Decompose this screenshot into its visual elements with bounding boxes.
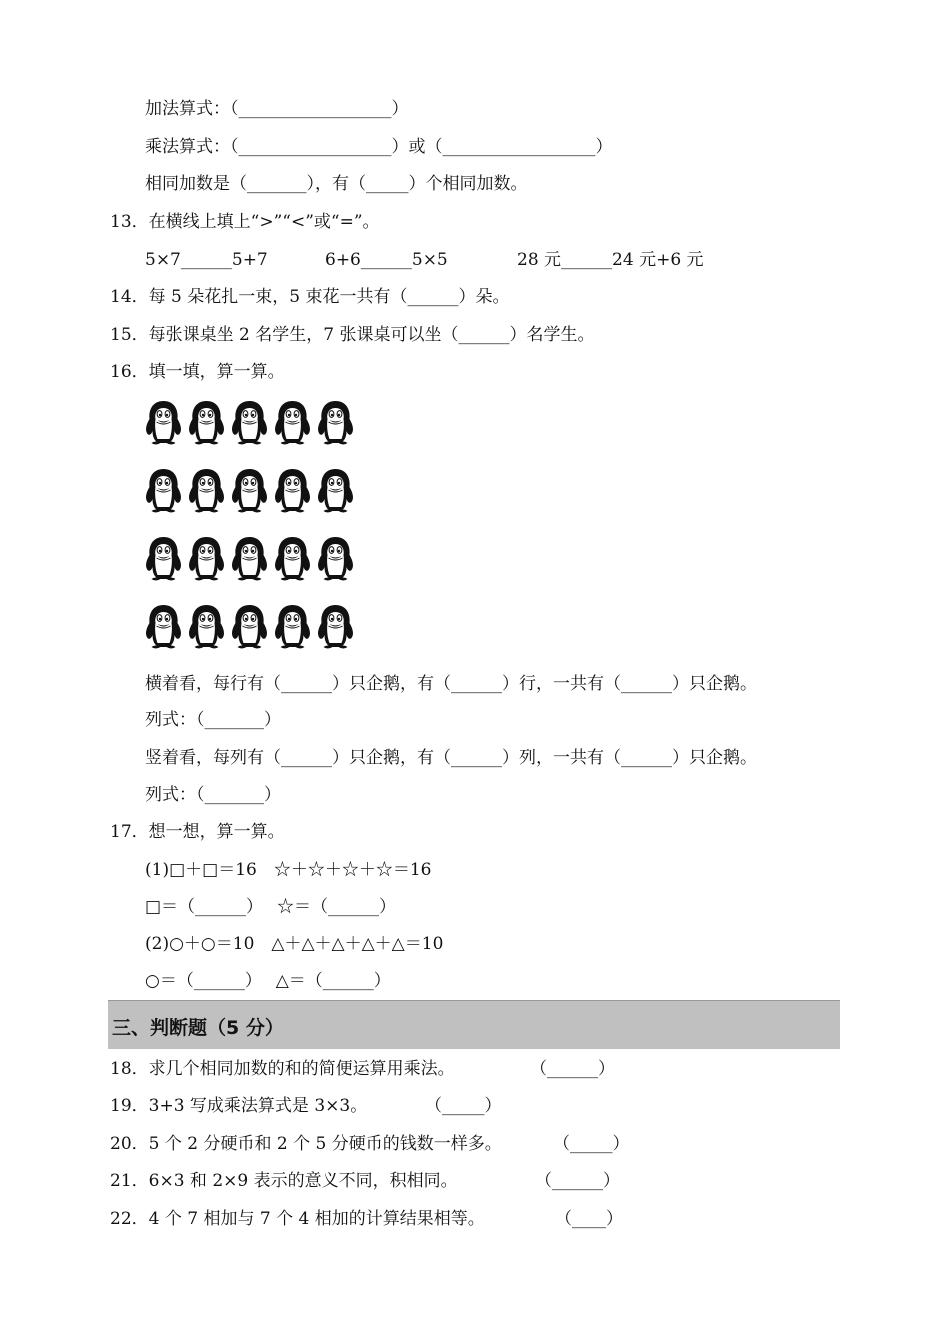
q13-stem: 13．在横线上填上“>”“<”或“=”。 <box>110 212 380 232</box>
penguin-icon <box>315 467 356 515</box>
penguin-icon <box>272 603 313 651</box>
q13-compare-3: 28 元______24 元+6 元 <box>517 250 704 270</box>
judge-22-blank: （____） <box>555 1209 623 1229</box>
q12-same-addend: 相同加数是（_______），有（_____）个相同加数。 <box>145 174 528 194</box>
penguin-icon <box>315 399 356 447</box>
q16-across: 横着看，每行有（______）只企鹅，有（______）行，一共有（______）只企鹅。 <box>145 674 757 694</box>
judge-18-blank: （______） <box>530 1059 615 1079</box>
penguin-icon <box>229 399 270 447</box>
q16-formula-2: 列式：（_______） <box>145 785 281 805</box>
q13-compare-1: 5×7______5+7 <box>145 250 268 270</box>
q12-addition-expression: 加法算式：（__________________） <box>145 99 409 119</box>
penguin-row <box>143 535 356 583</box>
penguin-icon <box>315 535 356 583</box>
penguin-row <box>143 603 356 651</box>
penguin-icon <box>272 535 313 583</box>
q17-part1-equation: (1)□＋□＝16 ☆＋☆＋☆＋☆＝16 <box>145 860 432 880</box>
penguin-icon <box>186 399 227 447</box>
penguin-icon <box>186 603 227 651</box>
judge-19-text: 19．3+3 写成乘法算式是 3×3。 <box>110 1096 368 1116</box>
judge-21-blank: （______） <box>535 1171 620 1191</box>
q13-compare-2: 6+6______5×5 <box>325 250 448 270</box>
penguin-icon <box>143 603 184 651</box>
q16-stem: 16．填一填，算一算。 <box>110 362 285 382</box>
judge-19-blank: （_____） <box>425 1096 502 1116</box>
penguin-icon <box>229 603 270 651</box>
penguin-icon <box>186 467 227 515</box>
q16-formula-1: 列式：（_______） <box>145 710 281 730</box>
section-3-title: 三、判断题（5 分） <box>112 1017 284 1039</box>
judge-20-text: 20．5 个 2 分硬币和 2 个 5 分硬币的钱数一样多。 <box>110 1134 502 1154</box>
q15: 15．每张课桌坐 2 名学生，7 张课桌可以坐（______）名学生。 <box>110 325 595 345</box>
q17-part2-equation: (2)○＋○＝10 △＋△＋△＋△＋△＝10 <box>145 934 444 954</box>
penguin-icon <box>143 535 184 583</box>
penguin-icon <box>315 603 356 651</box>
judge-21-text: 21．6×3 和 2×9 表示的意义不同，积相同。 <box>110 1171 458 1191</box>
q12-multiplication-expression: 乘法算式：（__________________）或（__________________） <box>145 137 613 157</box>
q17-part1-answer: □＝（______） ☆＝（______） <box>145 897 396 917</box>
q17-part2-answer: ○＝（______） △＝（______） <box>145 971 391 991</box>
penguin-icon <box>229 535 270 583</box>
q16-down: 竖着看，每列有（______）只企鹅，有（______）列，一共有（______）只企鹅。 <box>145 748 757 768</box>
penguin-row <box>143 399 356 447</box>
judge-20-blank: （_____） <box>553 1134 630 1154</box>
penguin-icon <box>272 399 313 447</box>
penguin-icon <box>272 467 313 515</box>
penguin-row <box>143 467 356 515</box>
q14: 14．每 5 朵花扎一束，5 束花一共有（______）朵。 <box>110 287 510 307</box>
penguin-icon <box>229 467 270 515</box>
penguin-icon <box>186 535 227 583</box>
penguin-icon <box>143 467 184 515</box>
judge-22-text: 22．4 个 7 相加与 7 个 4 相加的计算结果相等。 <box>110 1209 485 1229</box>
q17-stem: 17．想一想，算一算。 <box>110 822 285 842</box>
judge-18-text: 18．求几个相同加数的和的简便运算用乘法。 <box>110 1059 455 1079</box>
penguin-icon <box>143 399 184 447</box>
